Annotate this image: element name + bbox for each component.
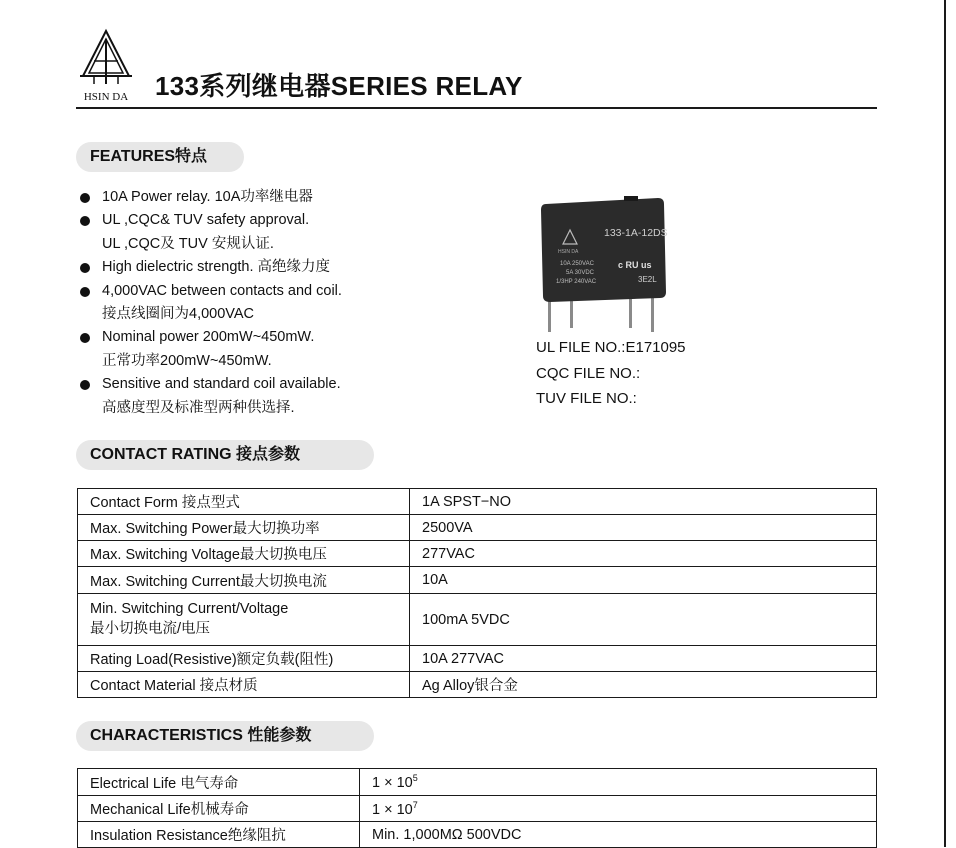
row-value: Ag Alloy银合金 <box>410 672 877 698</box>
row-label: Electrical Life 电气寿命 <box>78 769 360 796</box>
feature-item <box>80 373 520 420</box>
triangle-logo-icon <box>78 28 134 86</box>
row-label: Contact Material 接点材质 <box>78 672 410 698</box>
feature-line-cn: 正常功率200mW~450mW. <box>102 352 272 369</box>
row-value: 277VAC <box>410 541 877 567</box>
feature-item <box>80 280 520 327</box>
row-label-cn: 最小切换电流/电压 <box>90 621 211 637</box>
row-label: Mechanical Life机械寿命 <box>78 796 360 822</box>
relay-product-image <box>536 196 672 337</box>
value-exponent: 5 <box>412 773 418 784</box>
feature-line-cn: UL ,CQC及 TUV 安规认证. <box>102 235 274 252</box>
contact-rating-heading: CONTACT RATING 接点参数 <box>76 440 374 470</box>
value-base: Min. 1,000MΩ 500VDC <box>372 826 522 843</box>
bullet-icon <box>80 193 90 203</box>
relay-rating: 10A 250VAC <box>560 261 594 267</box>
feature-item <box>80 186 520 209</box>
table-row <box>78 594 877 646</box>
logo-text: HSIN DA <box>83 91 129 103</box>
table-row <box>78 541 877 567</box>
feature-item <box>80 256 520 279</box>
row-value <box>360 796 877 822</box>
hsinda-logo <box>76 28 136 108</box>
bullet-icon <box>80 263 90 273</box>
page-edge-rule <box>944 0 946 847</box>
table-row <box>78 567 877 594</box>
row-value: 1A SPST−NO <box>410 489 877 515</box>
row-value <box>360 822 877 848</box>
title-divider <box>76 107 877 109</box>
ul-file-no: UL FILE NO.:E171095 <box>536 339 686 356</box>
row-label: Insulation Resistance绝缘阻抗 <box>78 822 360 848</box>
table-row <box>78 796 877 822</box>
feature-line: 10A Power relay. 10A功率继电器 <box>102 189 313 205</box>
feature-line: Nominal power 200mW~450mW. <box>102 329 315 346</box>
characteristics-heading: CHARACTERISTICS 性能参数 <box>76 721 374 751</box>
feature-line: 4,000VAC between contacts and coil. <box>102 282 342 299</box>
feature-line: UL ,CQC& TUV safety approval. <box>102 212 310 229</box>
feature-line-cn: 接点线圈间为4,000VAC <box>102 306 255 323</box>
feature-line: Sensitive and standard coil available. <box>102 376 341 393</box>
relay-pin <box>548 298 551 332</box>
page-title: 133系列继电器SERIES RELAY <box>155 71 523 101</box>
row-label <box>78 594 410 646</box>
cqc-file-no: CQC FILE NO.: <box>536 364 641 382</box>
relay-code: 3E2L <box>638 275 657 284</box>
row-label: Rating Load(Resistive)额定负载(阻性) <box>78 646 410 672</box>
row-value <box>360 769 877 796</box>
file-numbers <box>536 335 686 412</box>
row-label: Contact Form 接点型式 <box>78 489 410 515</box>
bullet-icon <box>80 380 90 390</box>
feature-line: High dielectric strength. 高绝缘力度 <box>102 259 331 276</box>
value-base: 1 × 10 <box>372 801 413 818</box>
table-row <box>78 515 877 541</box>
row-value: 10A 277VAC <box>410 646 877 672</box>
relay-brand: HSIN DA <box>558 249 579 255</box>
row-label-en: Min. Switching Current/Voltage <box>90 601 289 617</box>
row-value: 10A <box>410 567 877 594</box>
characteristics-table <box>77 768 877 848</box>
feature-item <box>80 209 520 256</box>
relay-pin <box>629 296 632 328</box>
table-row <box>78 646 877 672</box>
bullet-icon <box>80 333 90 343</box>
row-label: Max. Switching Power最大切换功率 <box>78 515 410 541</box>
table-row <box>78 769 877 796</box>
features-list <box>80 186 520 420</box>
row-label: Max. Switching Voltage最大切换电压 <box>78 541 410 567</box>
bullet-icon <box>80 216 90 226</box>
feature-item <box>80 326 520 373</box>
table-row <box>78 489 877 515</box>
row-label: Max. Switching Current最大切换电流 <box>78 567 410 594</box>
feature-line-cn: 高感度型及标准型两种供选择. <box>102 399 295 416</box>
table-row <box>78 822 877 848</box>
bullet-icon <box>80 287 90 297</box>
table-row <box>78 672 877 698</box>
relay-model: 133-1A-12DS <box>604 227 668 239</box>
value-exponent: 7 <box>412 799 418 810</box>
row-value: 2500VA <box>410 515 877 541</box>
contact-rating-table <box>77 488 877 698</box>
features-heading: FEATURES特点 <box>76 142 244 172</box>
value-base: 1 × 10 <box>372 774 413 791</box>
row-value: 100mA 5VDC <box>410 594 877 646</box>
relay-cert-mark: c RU us <box>618 260 652 270</box>
tuv-file-no: TUV FILE NO.: <box>536 390 637 407</box>
relay-pin <box>651 296 654 332</box>
relay-pin <box>570 298 573 328</box>
relay-rating: 1/3HP 240VAC <box>556 279 597 285</box>
relay-rating: 5A 30VDC <box>566 270 595 276</box>
